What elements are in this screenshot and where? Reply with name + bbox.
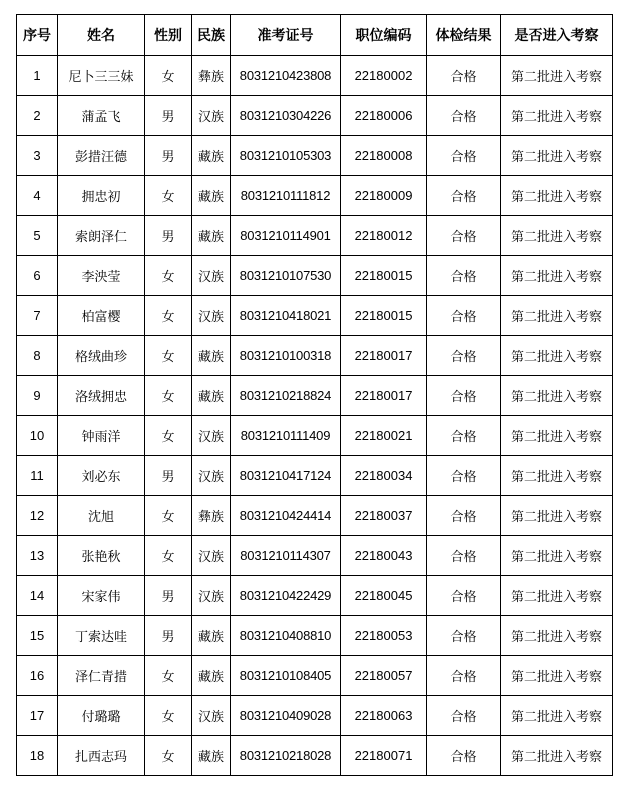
cell-exam-id: 8031210409028: [231, 696, 341, 736]
cell-inspection-status: 第二批进入考察: [501, 256, 613, 296]
cell-ethnicity: 汉族: [192, 416, 231, 456]
cell-position-code: 22180057: [341, 656, 427, 696]
cell-inspection-status: 第二批进入考察: [501, 736, 613, 776]
cell-index: 3: [17, 136, 58, 176]
header-inspection-status: 是否进入考察: [501, 15, 613, 56]
cell-index: 11: [17, 456, 58, 496]
cell-inspection-status: 第二批进入考察: [501, 336, 613, 376]
cell-medical-result: 合格: [427, 416, 501, 456]
cell-name: 刘必东: [58, 456, 145, 496]
cell-medical-result: 合格: [427, 256, 501, 296]
cell-ethnicity: 藏族: [192, 656, 231, 696]
cell-medical-result: 合格: [427, 696, 501, 736]
cell-exam-id: 8031210111409: [231, 416, 341, 456]
cell-inspection-status: 第二批进入考察: [501, 456, 613, 496]
cell-position-code: 22180043: [341, 536, 427, 576]
table-row: [17, 336, 613, 376]
cell-medical-result: 合格: [427, 176, 501, 216]
cell-inspection-status: 第二批进入考察: [501, 296, 613, 336]
cell-index: 13: [17, 536, 58, 576]
cell-index: 18: [17, 736, 58, 776]
table-row: [17, 536, 613, 576]
cell-inspection-status: 第二批进入考察: [501, 216, 613, 256]
cell-inspection-status: 第二批进入考察: [501, 656, 613, 696]
cell-name: 李泱莹: [58, 256, 145, 296]
cell-medical-result: 合格: [427, 56, 501, 96]
cell-medical-result: 合格: [427, 96, 501, 136]
table-row: [17, 416, 613, 456]
cell-gender: 女: [145, 696, 192, 736]
cell-index: 6: [17, 256, 58, 296]
cell-position-code: 22180008: [341, 136, 427, 176]
cell-gender: 男: [145, 216, 192, 256]
cell-inspection-status: 第二批进入考察: [501, 536, 613, 576]
cell-exam-id: 8031210408810: [231, 616, 341, 656]
cell-inspection-status: 第二批进入考察: [501, 416, 613, 456]
table-row: [17, 496, 613, 536]
cell-medical-result: 合格: [427, 656, 501, 696]
cell-ethnicity: 汉族: [192, 456, 231, 496]
cell-position-code: 22180017: [341, 336, 427, 376]
cell-exam-id: 8031210417124: [231, 456, 341, 496]
cell-index: 4: [17, 176, 58, 216]
cell-exam-id: 8031210218824: [231, 376, 341, 416]
cell-name: 洛绒拥忠: [58, 376, 145, 416]
cell-inspection-status: 第二批进入考察: [501, 496, 613, 536]
cell-name: 彭措汪德: [58, 136, 145, 176]
cell-position-code: 22180015: [341, 296, 427, 336]
table-row: [17, 296, 613, 336]
cell-gender: 女: [145, 336, 192, 376]
cell-inspection-status: 第二批进入考察: [501, 96, 613, 136]
cell-name: 泽仁青措: [58, 656, 145, 696]
cell-name: 付璐璐: [58, 696, 145, 736]
cell-ethnicity: 藏族: [192, 376, 231, 416]
cell-index: 10: [17, 416, 58, 456]
cell-gender: 女: [145, 256, 192, 296]
cell-ethnicity: 汉族: [192, 296, 231, 336]
cell-index: 1: [17, 56, 58, 96]
cell-name: 钟雨洋: [58, 416, 145, 456]
cell-ethnicity: 汉族: [192, 536, 231, 576]
cell-ethnicity: 汉族: [192, 96, 231, 136]
cell-gender: 女: [145, 376, 192, 416]
cell-exam-id: 8031210105303: [231, 136, 341, 176]
cell-ethnicity: 藏族: [192, 336, 231, 376]
cell-inspection-status: 第二批进入考察: [501, 376, 613, 416]
header-row: [17, 15, 613, 56]
cell-name: 扎西志玛: [58, 736, 145, 776]
cell-inspection-status: 第二批进入考察: [501, 696, 613, 736]
cell-position-code: 22180053: [341, 616, 427, 656]
cell-name: 柏富樱: [58, 296, 145, 336]
cell-exam-id: 8031210107530: [231, 256, 341, 296]
cell-exam-id: 8031210114307: [231, 536, 341, 576]
cell-exam-id: 8031210218028: [231, 736, 341, 776]
table-row: [17, 656, 613, 696]
cell-name: 沈旭: [58, 496, 145, 536]
cell-ethnicity: 汉族: [192, 576, 231, 616]
cell-inspection-status: 第二批进入考察: [501, 176, 613, 216]
cell-index: 15: [17, 616, 58, 656]
cell-name: 张艳秋: [58, 536, 145, 576]
header-index: 序号: [17, 15, 58, 56]
header-medical-result: 体检结果: [427, 15, 501, 56]
cell-medical-result: 合格: [427, 216, 501, 256]
cell-medical-result: 合格: [427, 376, 501, 416]
cell-position-code: 22180071: [341, 736, 427, 776]
cell-ethnicity: 藏族: [192, 176, 231, 216]
cell-exam-id: 8031210100318: [231, 336, 341, 376]
cell-medical-result: 合格: [427, 496, 501, 536]
table-row: [17, 56, 613, 96]
cell-exam-id: 8031210424414: [231, 496, 341, 536]
cell-gender: 男: [145, 456, 192, 496]
cell-ethnicity: 藏族: [192, 736, 231, 776]
cell-medical-result: 合格: [427, 536, 501, 576]
cell-medical-result: 合格: [427, 736, 501, 776]
cell-index: 5: [17, 216, 58, 256]
cell-ethnicity: 彝族: [192, 56, 231, 96]
table-row: [17, 256, 613, 296]
table-row: [17, 456, 613, 496]
cell-gender: 男: [145, 616, 192, 656]
table-row: [17, 616, 613, 656]
cell-inspection-status: 第二批进入考察: [501, 56, 613, 96]
cell-gender: 女: [145, 536, 192, 576]
cell-name: 拥忠初: [58, 176, 145, 216]
cell-inspection-status: 第二批进入考察: [501, 576, 613, 616]
table-row: [17, 696, 613, 736]
cell-gender: 女: [145, 176, 192, 216]
cell-name: 宋家伟: [58, 576, 145, 616]
cell-exam-id: 8031210422429: [231, 576, 341, 616]
table-row: [17, 176, 613, 216]
cell-gender: 女: [145, 56, 192, 96]
cell-index: 16: [17, 656, 58, 696]
cell-position-code: 22180037: [341, 496, 427, 536]
cell-inspection-status: 第二批进入考察: [501, 616, 613, 656]
table-row: [17, 376, 613, 416]
cell-exam-id: 8031210304226: [231, 96, 341, 136]
cell-position-code: 22180006: [341, 96, 427, 136]
cell-ethnicity: 汉族: [192, 696, 231, 736]
cell-gender: 男: [145, 96, 192, 136]
table-row: [17, 736, 613, 776]
cell-index: 12: [17, 496, 58, 536]
cell-name: 索朗泽仁: [58, 216, 145, 256]
cell-index: 9: [17, 376, 58, 416]
header-position-code: 职位编码: [341, 15, 427, 56]
cell-gender: 女: [145, 656, 192, 696]
cell-inspection-status: 第二批进入考察: [501, 136, 613, 176]
cell-ethnicity: 藏族: [192, 616, 231, 656]
cell-gender: 男: [145, 136, 192, 176]
cell-index: 17: [17, 696, 58, 736]
cell-medical-result: 合格: [427, 336, 501, 376]
table-row: [17, 216, 613, 256]
cell-name: 尼卜三三妹: [58, 56, 145, 96]
header-exam-id: 准考证号: [231, 15, 341, 56]
cell-position-code: 22180045: [341, 576, 427, 616]
cell-name: 丁索达哇: [58, 616, 145, 656]
cell-ethnicity: 汉族: [192, 256, 231, 296]
cell-position-code: 22180021: [341, 416, 427, 456]
cell-position-code: 22180034: [341, 456, 427, 496]
cell-exam-id: 8031210423808: [231, 56, 341, 96]
cell-position-code: 22180012: [341, 216, 427, 256]
cell-position-code: 22180017: [341, 376, 427, 416]
table-row: [17, 136, 613, 176]
cell-index: 14: [17, 576, 58, 616]
cell-position-code: 22180009: [341, 176, 427, 216]
cell-name: 蒲孟飞: [58, 96, 145, 136]
cell-name: 格绒曲珍: [58, 336, 145, 376]
cell-medical-result: 合格: [427, 296, 501, 336]
table-row: [17, 576, 613, 616]
cell-position-code: 22180015: [341, 256, 427, 296]
cell-position-code: 22180063: [341, 696, 427, 736]
cell-index: 2: [17, 96, 58, 136]
cell-medical-result: 合格: [427, 456, 501, 496]
table-row: [17, 96, 613, 136]
cell-gender: 女: [145, 736, 192, 776]
cell-medical-result: 合格: [427, 576, 501, 616]
candidate-table: [16, 14, 613, 776]
header-name: 姓名: [58, 15, 145, 56]
cell-gender: 女: [145, 416, 192, 456]
cell-medical-result: 合格: [427, 136, 501, 176]
cell-index: 7: [17, 296, 58, 336]
cell-medical-result: 合格: [427, 616, 501, 656]
cell-position-code: 22180002: [341, 56, 427, 96]
cell-exam-id: 8031210418021: [231, 296, 341, 336]
header-gender: 性别: [145, 15, 192, 56]
cell-ethnicity: 彝族: [192, 496, 231, 536]
header-ethnicity: 民族: [192, 15, 231, 56]
cell-exam-id: 8031210108405: [231, 656, 341, 696]
cell-gender: 女: [145, 296, 192, 336]
cell-ethnicity: 藏族: [192, 136, 231, 176]
cell-exam-id: 8031210111812: [231, 176, 341, 216]
cell-gender: 女: [145, 496, 192, 536]
cell-ethnicity: 藏族: [192, 216, 231, 256]
cell-exam-id: 8031210114901: [231, 216, 341, 256]
cell-index: 8: [17, 336, 58, 376]
cell-gender: 男: [145, 576, 192, 616]
